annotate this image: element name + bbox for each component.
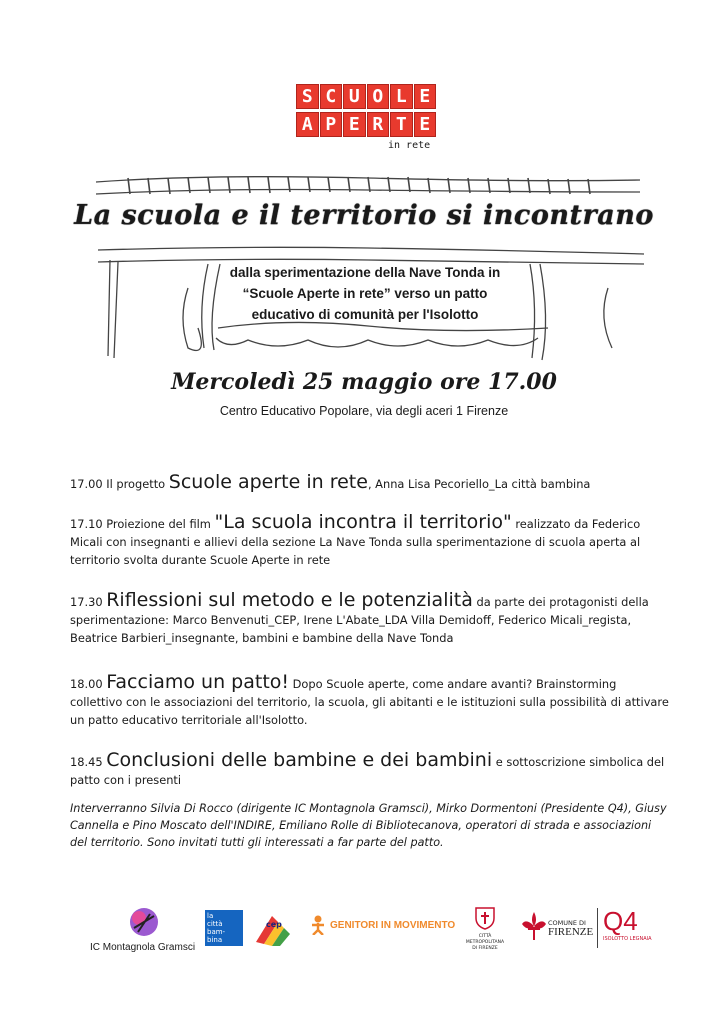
q4-label: Q4 xyxy=(603,906,638,936)
logo-letter: E xyxy=(414,84,437,109)
logo-letter: E xyxy=(414,112,437,137)
program-text: e sottoscrizione simbolica del patto con i presenti xyxy=(70,755,665,787)
speakers-note: Interverranno Silvia Di Rocco (dirigente IC Montagnola Gramsci), Mirko Dormentoni (Presidente Q4), Giusy Cannella e Pino Moscato dell'INDIRE, Emiliano Rolle di Bibliotecanova, operatori di strada e associazioni del territorio. Sono invitati tutti gli interessati a far parte del patto. xyxy=(70,802,667,849)
scuole-aperte-logo xyxy=(296,84,436,156)
logo-text: bam- xyxy=(207,928,226,936)
subtitle-line: “Scuole Aperte in rete” verso un patto xyxy=(242,286,488,301)
logo-row-bottom xyxy=(296,112,436,137)
coat-of-arms-icon xyxy=(473,904,497,930)
genitori-logo xyxy=(310,914,460,936)
metro-label: DI FIRENZE xyxy=(472,946,498,951)
firenze-label: FIRENZE xyxy=(548,926,594,938)
ic-montagnola-logo xyxy=(90,906,200,956)
event-title: La scuola e il territorio si incontrano xyxy=(74,200,654,231)
comune-firenze-logo xyxy=(520,910,600,944)
logo-letter: P xyxy=(320,112,343,137)
logo-subtitle: in rete xyxy=(388,140,431,151)
logo-letter: O xyxy=(367,84,390,109)
divider xyxy=(597,908,598,948)
program-text: , Anna Lisa Pecoriello_La città bambina xyxy=(367,477,591,491)
subtitle-line: educativo di comunità per l'Isolotto xyxy=(251,307,479,322)
program-pre: Il progetto xyxy=(106,477,166,491)
logo-letter: R xyxy=(367,112,390,137)
cep-icon xyxy=(252,912,296,946)
program-time: 17.30 xyxy=(70,595,103,609)
program-highlight: Facciamo un patto! xyxy=(106,671,290,693)
program-text: realizzato da Federico Micali con insegnanti e allievi della sezione La Nave Tonda sulla sperimentazione di scuola aperta al territorio svolta durante Scuole Aperte in rete xyxy=(70,517,641,567)
event-subtitle xyxy=(180,262,550,325)
program-item xyxy=(70,590,670,647)
q4-sub: ISOLOTTO LEGNAIA xyxy=(603,936,652,942)
citta-bambina-logo xyxy=(205,910,243,946)
program-time: 18.45 xyxy=(70,755,103,769)
program-highlight: "La scuola incontra il territorio" xyxy=(214,511,512,533)
logo-letter: T xyxy=(390,112,413,137)
event-venue: Centro Educativo Popolare, via degli aceri 1 Firenze xyxy=(219,404,509,418)
program-highlight: Scuole aperte in rete xyxy=(168,471,368,493)
program-time: 18.00 xyxy=(70,677,103,691)
program-time: 17.00 xyxy=(70,477,103,491)
ic-label: IC Montagnola Gramsci xyxy=(90,942,196,953)
figure-icon xyxy=(310,915,326,935)
genitori-label: GENITORI IN MOVIMENTO xyxy=(330,919,456,931)
logo-text: la xyxy=(207,912,214,920)
program-highlight: Conclusioni delle bambine e dei bambini xyxy=(106,749,493,771)
program-text: Dopo Scuole aperte, come andare avanti? Brainstorming collettivo con le associazioni del territorio, la scuola, gli abitanti e le istituzioni sulla possibilità di attivare un patto educativo territoriale all'Isolotto. xyxy=(70,677,669,727)
comune-label: COMUNE DI xyxy=(548,919,586,927)
logo-letter: L xyxy=(390,84,413,109)
program-text: da parte dei protagonisti della sperimentazione: Marco Benvenuti_CEP, Irene L'Abate_LDA Villa Demidoff, Federico Micali_regista, Beatrice Barbieri_insegnante, bambini e bambine della Nave Tonda xyxy=(70,595,649,645)
logo-letter: U xyxy=(343,84,366,109)
logo-letter: S xyxy=(296,84,319,109)
program-highlight: Riflessioni sul metodo e le potenzialità xyxy=(106,589,473,611)
logo-text: bina xyxy=(207,936,223,944)
logo-letter: E xyxy=(343,112,366,137)
logo-letter: A xyxy=(296,112,319,137)
program-item xyxy=(70,750,670,789)
program-item xyxy=(70,512,670,569)
logo-row-top xyxy=(296,84,436,109)
metro-firenze-logo xyxy=(464,904,506,954)
logo-letter: C xyxy=(320,84,343,109)
subtitle-line: dalla sperimentazione della Nave Tonda in xyxy=(229,265,501,280)
program-pre: Proiezione del film xyxy=(106,517,211,531)
metro-label: CITTÀ METROPOLITANA xyxy=(465,934,505,945)
ic-logo-icon xyxy=(126,906,162,938)
event-date: Mercoledì 25 maggio ore 17.00 xyxy=(171,369,557,395)
cep-logo xyxy=(252,912,296,946)
cep-label: cep xyxy=(266,920,282,929)
giglio-icon xyxy=(520,910,548,942)
program-item xyxy=(70,672,670,729)
program-item xyxy=(70,472,670,493)
logo-text: città xyxy=(207,920,223,928)
q4-logo xyxy=(603,906,663,950)
program-time: 17.10 xyxy=(70,517,103,531)
